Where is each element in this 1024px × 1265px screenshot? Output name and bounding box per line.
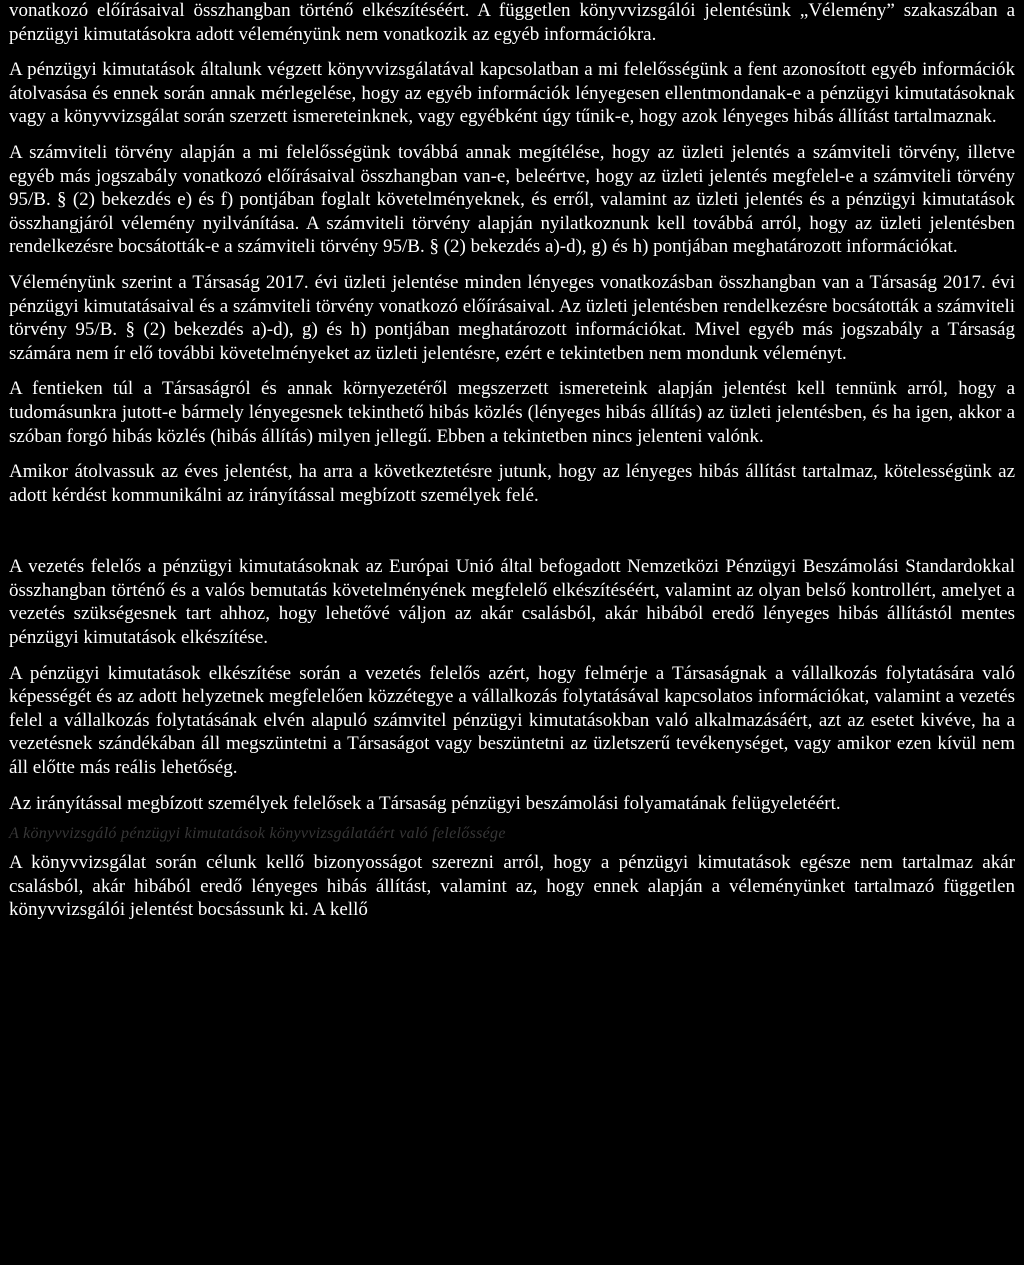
paragraph-management-responsibility: A vezetés felelős a pénzügyi kimutatásoknak az Európai Unió által befogadott Nemzetközi Pénzügyi Beszámolási Standardokkal összhangban történő és a valós bemutatás követelményének megfelelő elkészítéséért, valamint az olyan belső kontrollért, amelyet a vezetés szükségesnek tart ahhoz, hogy lehetővé váljon az akár csalásból, akár hibából eredő lényeges hibás állítástól mentes pénzügyi kimutatások elkészítése.: [9, 556, 1015, 649]
paragraph-auditor-responsibility-other-info: A pénzügyi kimutatások általunk végzett könyvvizsgálatával kapcsolatban a mi felelősségünk a fent azonosított egyéb információk átolvasása és ennek során annak mérlegelése, hogy az egyéb információk lényegesen ellentmondanak-e a pénzügyi kimutatásoknak vagy a könyvvizsgálat során szerzett ismereteinknek, vagy egyébként úgy tűnik-e, hogy azok lényeges hibás állítást tartalmaznak.: [9, 59, 1015, 128]
paragraph-accounting-act-responsibility: A számviteli törvény alapján a mi felelősségünk továbbá annak megítélése, hogy az üzleti jelentés a számviteli törvény, illetve egyéb más jogszabály vonatkozó előírásaival összhangban van-e, beleértve, hogy az üzleti jelentés megfelel-e a számviteli törvény 95/B. § (2) bekezdés e) és f) pontjában foglalt követelményeknek, és erről, valamint az üzleti jelentés és a pénzügyi kimutatások összhangjáról vélemény nyilvánítása. A számviteli törvény alapján nyilatkoznunk kell továbbá arról, hogy az üzleti jelentésben rendelkezésre bocsátották-e a számviteli törvény 95/B. § (2) bekezdés a)-d), g) és h) pontjában meghatározott információkat.: [9, 141, 1015, 258]
paragraph-going-concern: A pénzügyi kimutatások elkészítése során a vezetés felelős azért, hogy felmérje a Társaságnak a vállalkozás folytatására való képességét és az adott helyzetnek megfelelően közzétegye a vállalkozás folytatásával kapcsolatos információkat, valamint a vezetés felel a vállalkozás folytatásának elvén alapuló számvitel pénzügyi kimutatásokban való alkalmazásáért, azt az esetet kivéve, ha a vezetésnek szándékában áll megszüntetni a Társaságot vagy beszüntetni az üzletszerű tevékenységet, vagy amikor ezen kívül nem áll előtte más reális lehetőség.: [9, 662, 1015, 779]
section-spacer: [9, 519, 1015, 555]
paragraph-annual-report-communication: Amikor átolvassuk az éves jelentést, ha arra a következtetésre jutunk, hogy az lényeges hibás állítást tartalmaz, kötelességünk az adott kérdést kommunikálni az irányítással megbízott személyek felé.: [9, 461, 1015, 506]
document-page: [9, 0, 1015, 934]
paragraph-other-information-scope: vonatkozó előírásaival összhangban történő elkészítéséért. A független könyvvizsgálói jelentésünk „Vélemény” szakaszában a pénzügyi kimutatásokra adott véleményünk nem vonatkozik az egyéb információkra.: [9, 0, 1015, 45]
paragraph-business-report-opinion: Véleményünk szerint a Társaság 2017. évi üzleti jelentése minden lényeges vonatkozásban összhangban van a Társaság 2017. évi pénzügyi kimutatásaival és a számviteli törvény vonatkozó előírásaival. Az üzleti jelentésben rendelkezésre bocsátották a számviteli törvény 95/B. § (2) bekezdés a)-d), g) és h) pontjában meghatározott információkat. Mivel egyéb más jogszabály a Társaság számára nem ír elő további követelményeket az üzleti jelentésre, ezért e tekintetben nem mondunk véleményt.: [9, 271, 1015, 364]
section-heading-faded: A könyvvizsgáló pénzügyi kimutatások könyvvizsgálatáért való felelőssége: [9, 825, 506, 843]
paragraph-material-misstatement-reporting: A fentieken túl a Társaságról és annak környezetéről megszerzett ismereteink alapján jelentést kell tennünk arról, hogy a tudomásunkra jutott-e bármely lényegesnek tekinthető hibás közlés (lényeges hibás állítás) az üzleti jelentésben, és ha igen, akkor a szóban forgó hibás közlés (hibás állítás) milyen jellegű. Ebben a tekintetben nincs jelenteni valónk.: [9, 378, 1015, 447]
paragraph-governance-oversight: Az irányítással megbízott személyek felelősek a Társaság pénzügyi beszámolási folyamatának felügyeletéért.: [9, 792, 841, 814]
paragraph-audit-objective: A könyvvizsgálat során célunk kellő bizonyosságot szerezni arról, hogy a pénzügyi kimutatások egésze nem tartalmaz akár csalásból, akár hibából eredő lényeges hibás állítást, valamint az, hogy ennek alapján a véleményünket tartalmazó független könyvvizsgálói jelentést bocsássunk ki. A kellő: [9, 852, 1015, 921]
